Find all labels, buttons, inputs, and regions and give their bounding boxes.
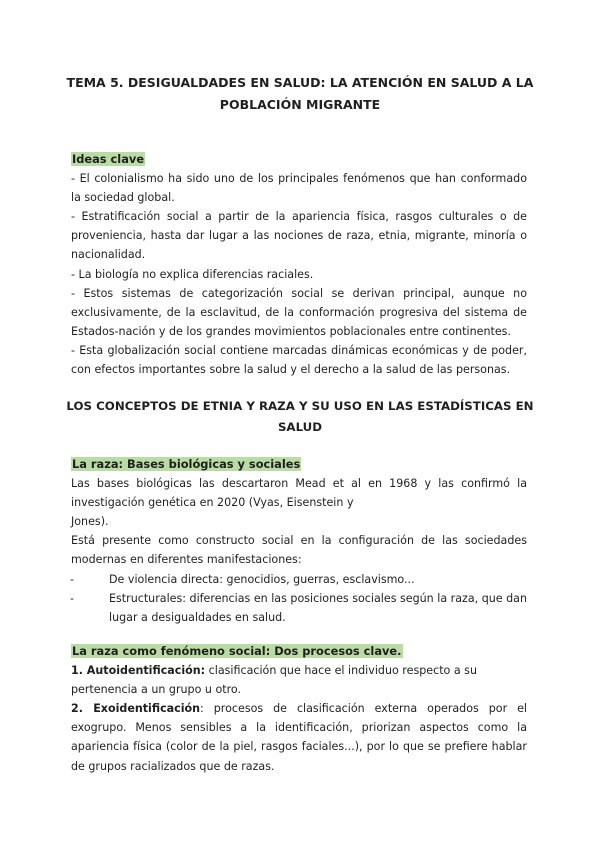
raza-bases-section — [71, 455, 527, 627]
idea-item-3: - La biología no explica diferencias raciales. — [71, 267, 314, 281]
list-item-text: Estructurales: diferencias en las posiciones sociales según la raza, que dan lugar a desigualdades en salud. — [109, 591, 527, 624]
autoidentificacion-paragraph — [71, 661, 527, 680]
autoidentificacion-cont: pertenencia a un grupo u otro. — [71, 683, 242, 697]
exoidentificacion-text: : procesos de clasificación externa operados por el exogrupo. Menos sensibles a la identificación, priorizan aspectos como la apariencia física (color de la piel, rasgos faciales...), por lo que se prefiere hablar de grupos racializados que de razas. — [71, 702, 528, 773]
idea-item-2: - Estratificación social a partir de la apariencia física, rasgos culturales o de proveniencia, hasta dar lugar a las nociones de raza, etnia, migrante, minoría o nacionalidad. — [71, 210, 527, 262]
raza-paragraph-2: Está presente como constructo social en la configuración de las sociedades modernas en diferentes manifestaciones: — [71, 534, 527, 567]
autoidentificacion-label: 1. Autoidentificación: — [71, 664, 206, 678]
list-item-text: De violencia directa: genocidios, guerras, esclavismo... — [109, 572, 415, 586]
document-title — [60, 72, 540, 116]
idea-item-1: - El colonialismo ha sido uno de los principales fenómenos que han conformado la sociedad global. — [71, 172, 527, 205]
raza-paragraph-1-cont: Jones). — [71, 515, 109, 529]
list-item — [71, 570, 527, 589]
exoidentificacion-paragraph — [71, 699, 527, 775]
autoidentificacion-text: clasificación que hace el individuo respecto a su — [205, 664, 477, 678]
section-heading-line-1: LOS CONCEPTOS DE ETNIA Y RAZA Y SU USO EN LAS ESTADÍSTICAS EN — [66, 399, 534, 413]
raza-paragraph-1: Las bases biológicas las descartaron Mead et al en 1968 y las confirmó la investigación genética en 2020 (Vyas, Eisenstein y — [71, 477, 527, 510]
exoidentificacion-label: 2. Exoidentificación — [71, 702, 201, 716]
fenomeno-social-section — [71, 642, 527, 776]
fenomeno-social-heading: La raza como fenómeno social: Dos procesos clave. — [72, 644, 402, 658]
idea-item-5: - Esta globalización social contiene marcadas dinámicas económicas y de poder, con efectos importantes sobre la salud y el derecho a la salud de las personas. — [71, 343, 527, 377]
ideas-clave-heading: Ideas clave — [72, 152, 145, 166]
section-heading-line-2: SALUD — [277, 420, 323, 434]
raza-bases-heading: La raza: Bases biológicas y sociales — [72, 457, 301, 471]
list-item — [71, 589, 527, 627]
section-heading-etnia-raza — [60, 396, 540, 438]
title-line-1: TEMA 5. DESIGUALDADES EN SALUD: LA ATENCIÓN EN SALUD A LA — [66, 75, 534, 90]
idea-item-4: - Estos sistemas de categorización social se derivan principal, aunque no exclusivamente, de la esclavitud, de la conformación progresiva del sistema de Estados-nación y de los grandes movimientos poblacionales entre continentes. — [71, 286, 527, 338]
ideas-clave-section — [71, 150, 527, 379]
title-line-2: POBLACIÓN MIGRANTE — [219, 97, 381, 112]
manifestaciones-list — [71, 570, 527, 627]
